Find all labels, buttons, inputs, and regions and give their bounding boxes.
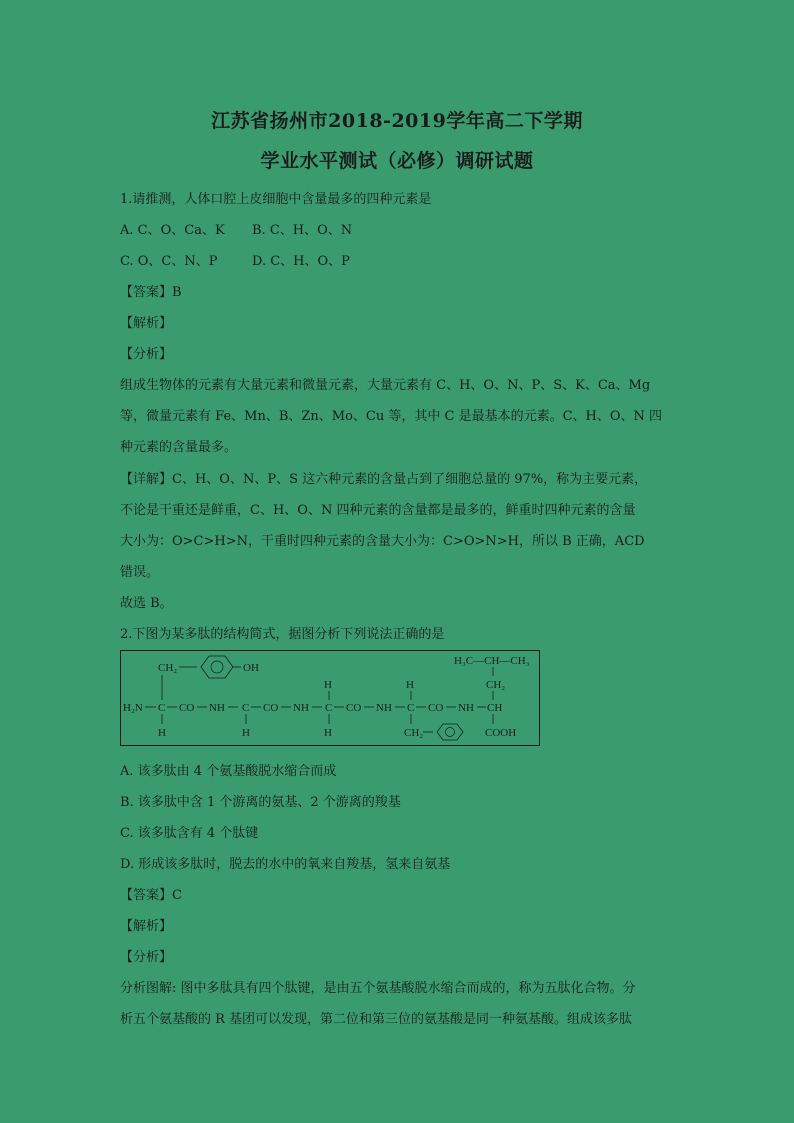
q1-analysis-line: 等，微量元素有 Fe、Mn、B、Zn、Mo、Cu 等，其中 C 是最基本的元素。C、H、O、N 四	[120, 409, 663, 424]
struct-c: C	[242, 702, 250, 714]
q2-option-b[interactable]: B. 该多肽中含 1 个游离的氨基、2 个游离的羧基	[120, 795, 401, 810]
q2-option-a[interactable]: A. 该多肽由 4 个氨基酸脱水缩合而成	[120, 764, 337, 779]
q1-analysis-line: 组成生物体的元素有大量元素和微量元素，大量元素有 C、H、O、N、P、S、K、Ca、Mg	[120, 378, 651, 393]
struct-h2n: H₂N	[123, 702, 143, 714]
struct-ch2-right: CH₂	[486, 679, 506, 691]
struct-nh: NH	[458, 702, 474, 714]
q1-jiexi-label: 【解析】	[120, 316, 173, 331]
struct-h-bottom: H	[324, 727, 332, 739]
benzene-ring-icon	[437, 724, 463, 740]
q1-stem: 1.请推测，人体口腔上皮细胞中含量最多的四种元素是	[120, 192, 432, 207]
struct-co: CO	[263, 702, 279, 714]
struct-co: CO	[346, 702, 362, 714]
struct-nh: NH	[376, 702, 392, 714]
polypeptide-structure-figure	[120, 650, 540, 746]
q1-option-a[interactable]: A. C、O、Ca、K	[120, 223, 225, 238]
struct-cooh: COOH	[485, 727, 517, 739]
page-title-line-1: 江苏省扬州市2018-2019学年高二下学期	[211, 110, 583, 132]
struct-co: CO	[428, 702, 444, 714]
struct-nh: NH	[293, 702, 309, 714]
polypeptide-structure-svg	[121, 651, 539, 745]
q1-option-d[interactable]: D. C、H、O、P	[252, 254, 350, 269]
q1-detail-line: 【详解】C、H、O、N、P、S 这六种元素的含量占到了细胞总量的 97%，称为主要元素，	[120, 472, 648, 487]
struct-ch2-bottom: CH₂	[404, 727, 424, 739]
struct-h-bottom: H	[242, 727, 250, 739]
struct-h-top: H	[324, 679, 332, 691]
q1-conclusion: 故选 B。	[120, 596, 173, 611]
q1-detail-line: 不论是干重还是鲜重，C、H、O、N 四种元素的含量都是最多的，鲜重时四种元素的含量	[120, 503, 636, 518]
q1-options-row-2	[120, 250, 350, 269]
struct-h-bottom: H	[158, 727, 166, 739]
struct-ch: CH	[487, 702, 503, 714]
struct-ch2-top: CH₂	[158, 662, 178, 674]
q1-detail-line: 错误。	[120, 565, 160, 580]
q2-analysis-line: 析五个氨基酸的 R 基团可以发现，第二位和第三位的氨基酸是同一种氨基酸。组成该多肽	[120, 1012, 633, 1027]
page-title-line-2: 学业水平测试（必修）调研试题	[260, 150, 534, 172]
q1-analysis-line: 种元素的含量最多。	[120, 440, 238, 455]
q2-stem: 2.下图为某多肽的结构简式，据图分析下列说法正确的是	[120, 627, 445, 642]
q1-option-b[interactable]: B. C、H、O、N	[252, 223, 353, 238]
q2-fenxi-label: 【分析】	[120, 950, 173, 965]
q1-answer: 【答案】B	[120, 285, 182, 300]
q2-analysis-line: 分析图解: 图中多肽具有四个肽键，是由五个氨基酸脱水缩合而成的，称为五肽化合物。分	[120, 981, 636, 996]
struct-c: C	[325, 702, 333, 714]
q1-options-row-1	[120, 219, 352, 238]
q2-jiexi-label: 【解析】	[120, 919, 173, 934]
q2-answer: 【答案】C	[120, 888, 182, 903]
struct-nh: NH	[209, 702, 225, 714]
struct-oh: OH	[243, 662, 259, 674]
q1-fenxi-label: 【分析】	[120, 347, 173, 362]
struct-h-top: H	[406, 679, 414, 691]
struct-c: C	[158, 702, 166, 714]
struct-c: C	[407, 702, 415, 714]
benzene-ring-icon	[201, 656, 233, 678]
q1-detail-line: 大小为：O>C>H>N，干重时四种元素的含量大小为：C>O>N>H，所以 B 正确，ACD	[120, 534, 645, 549]
struct-co: CO	[179, 702, 195, 714]
q1-option-c[interactable]: C. O、C、N、P	[120, 254, 218, 269]
struct-isobutyl: H₃C—CH—CH₃	[454, 655, 530, 667]
q2-option-d[interactable]: D. 形成该多肽时，脱去的水中的氧来自羧基，氢来自氨基	[120, 857, 451, 872]
q2-option-c[interactable]: C. 该多肽含有 4 个肽键	[120, 826, 259, 841]
